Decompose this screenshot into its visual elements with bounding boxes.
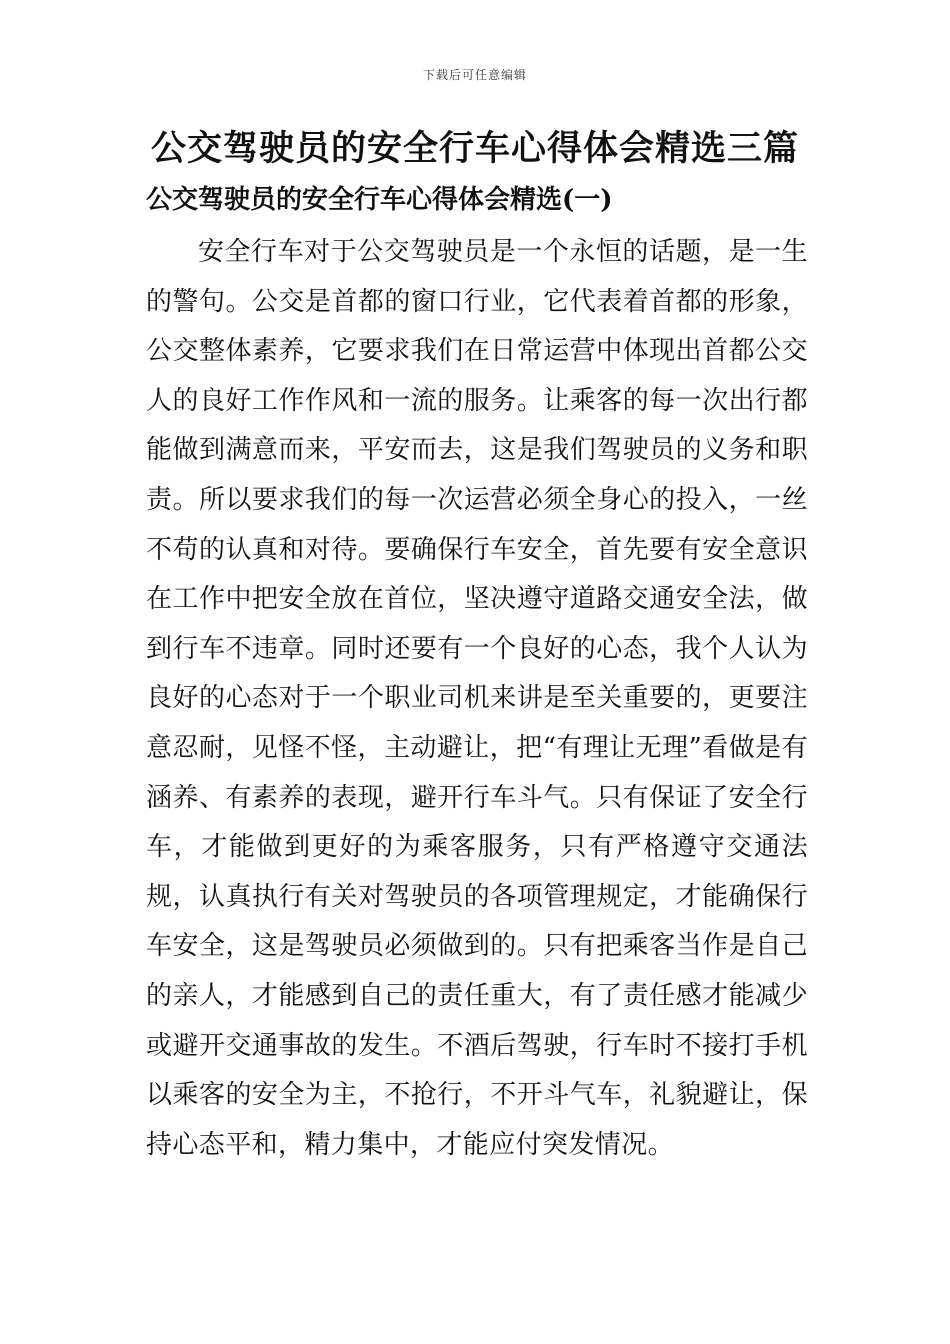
section-heading: 公交驾驶员的安全行车心得体会精选(一) xyxy=(146,185,613,215)
page-title: 公交驾驶员的安全行车心得体会精选三篇 xyxy=(150,128,799,169)
body-paragraph: 安全行车对于公交驾驶员是一个永恒的话题，是一生的警句。公交是首都的窗口行业，它代表着首都的形象，公交整体素养，它要求我们在日常运营中体现出首都公交人的良好工作作风和一流的服务。让乘客的每一次出行都能做到满意而来，平安而去，这是我们驾驶员的义务和职责。所以要求我们的每一次运营必须全身心的投入，一丝不苟的认真和对待。要确保行车安全，首先要有安全意识在工作中把安全放在首位，坚决遵守道路交通安全法，做到行车不违章。同时还要有一个良好的心态，我个人认为良好的心态对于一个职业司机来讲是至关重要的，更要注意忍耐，见怪不怪，主动避让，把“有理让无理”看做是有涵养、有素养的表现，避开行车斗气。只有保证了安全行车，才能做到更好的为乘客服务，只有严格遵守交通法规，认真执行有关对驾驶员的各项管理规定，才能确保行车安全，这是驾驶员必须做到的。只有把乘客当作是自己的亲人，才能感到自己的责任重大，有了责任感才能减少或避开交通事故的发生。不酒后驾驶，行车时不接打手机以乘客的安全为主，不抢行，不开斗气车，礼貌避让，保持心态平和，精力集中，才能应付突发情况。 xyxy=(146,237,808,1160)
header-note: 下载后可任意编辑 xyxy=(422,68,527,82)
